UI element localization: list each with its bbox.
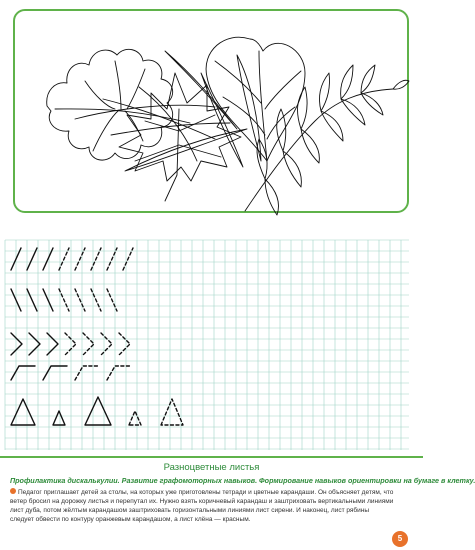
slash-icon [75,248,85,270]
check-icon [43,366,67,380]
backslash-icon [75,289,85,311]
oak-leaf-icon [47,49,173,160]
lilac-leaf-icon [206,37,305,161]
triangle-icon [53,411,65,425]
worksheet-grid [5,240,409,450]
chevron-right-icon [47,333,58,355]
chevron-right-icon [83,333,94,355]
slash-icon [91,248,101,270]
bullet-dot-icon [10,488,16,494]
backslash-icon [59,289,69,311]
chevron-right-icon [11,333,22,355]
check-icon [75,366,99,380]
check-icon [11,366,35,380]
slash-icon [27,248,37,270]
illustration-frame [13,9,409,213]
triangle-icon [129,411,141,425]
slash-icon [43,248,53,270]
backslash-icon [91,289,101,311]
chevron-right-icon [119,333,130,355]
triangle-icon [85,397,111,425]
slash-icon [123,248,133,270]
backslash-icon [107,289,117,311]
chevron-right-icon [101,333,112,355]
chevron-right-icon [65,333,76,355]
check-icon [107,366,131,380]
chevron-right-icon [29,333,40,355]
leaves-illustration [15,11,411,215]
triangle-icon [161,399,183,425]
exercise-subtitle: Профилактика дискалькулии. Развитие графомоторных навыков. Формирование навыков ориентировки на бумаге в клетку. [10,476,475,485]
grid-paper [5,240,409,450]
exercise-title: Разноцветные листья [163,462,260,473]
page-number-badge: 5 [392,531,408,547]
backslash-icon [43,289,53,311]
triangle-icon [11,399,35,425]
slash-icon [107,248,117,270]
instruction-text: Педагог приглашает детей за столы, на которых уже приготовлены тетради и цветные карандаши. Он объясняет детям, что ветер бросил на дорожку листья и перепутал их. Нужно взять коричневый карандаш и заштриховать вертикальными линиями лист дуба, потом жёлтым карандашом заштриховать горизонтальными линиями лист сирени. И наконец, лист рябины следует обвести по контуру оранжевым карандашом, а лист клёна — красным. [10,489,394,523]
instruction-paragraph [10,488,394,524]
section-divider [0,456,423,458]
backslash-icon [27,289,37,311]
slash-icon [59,248,69,270]
